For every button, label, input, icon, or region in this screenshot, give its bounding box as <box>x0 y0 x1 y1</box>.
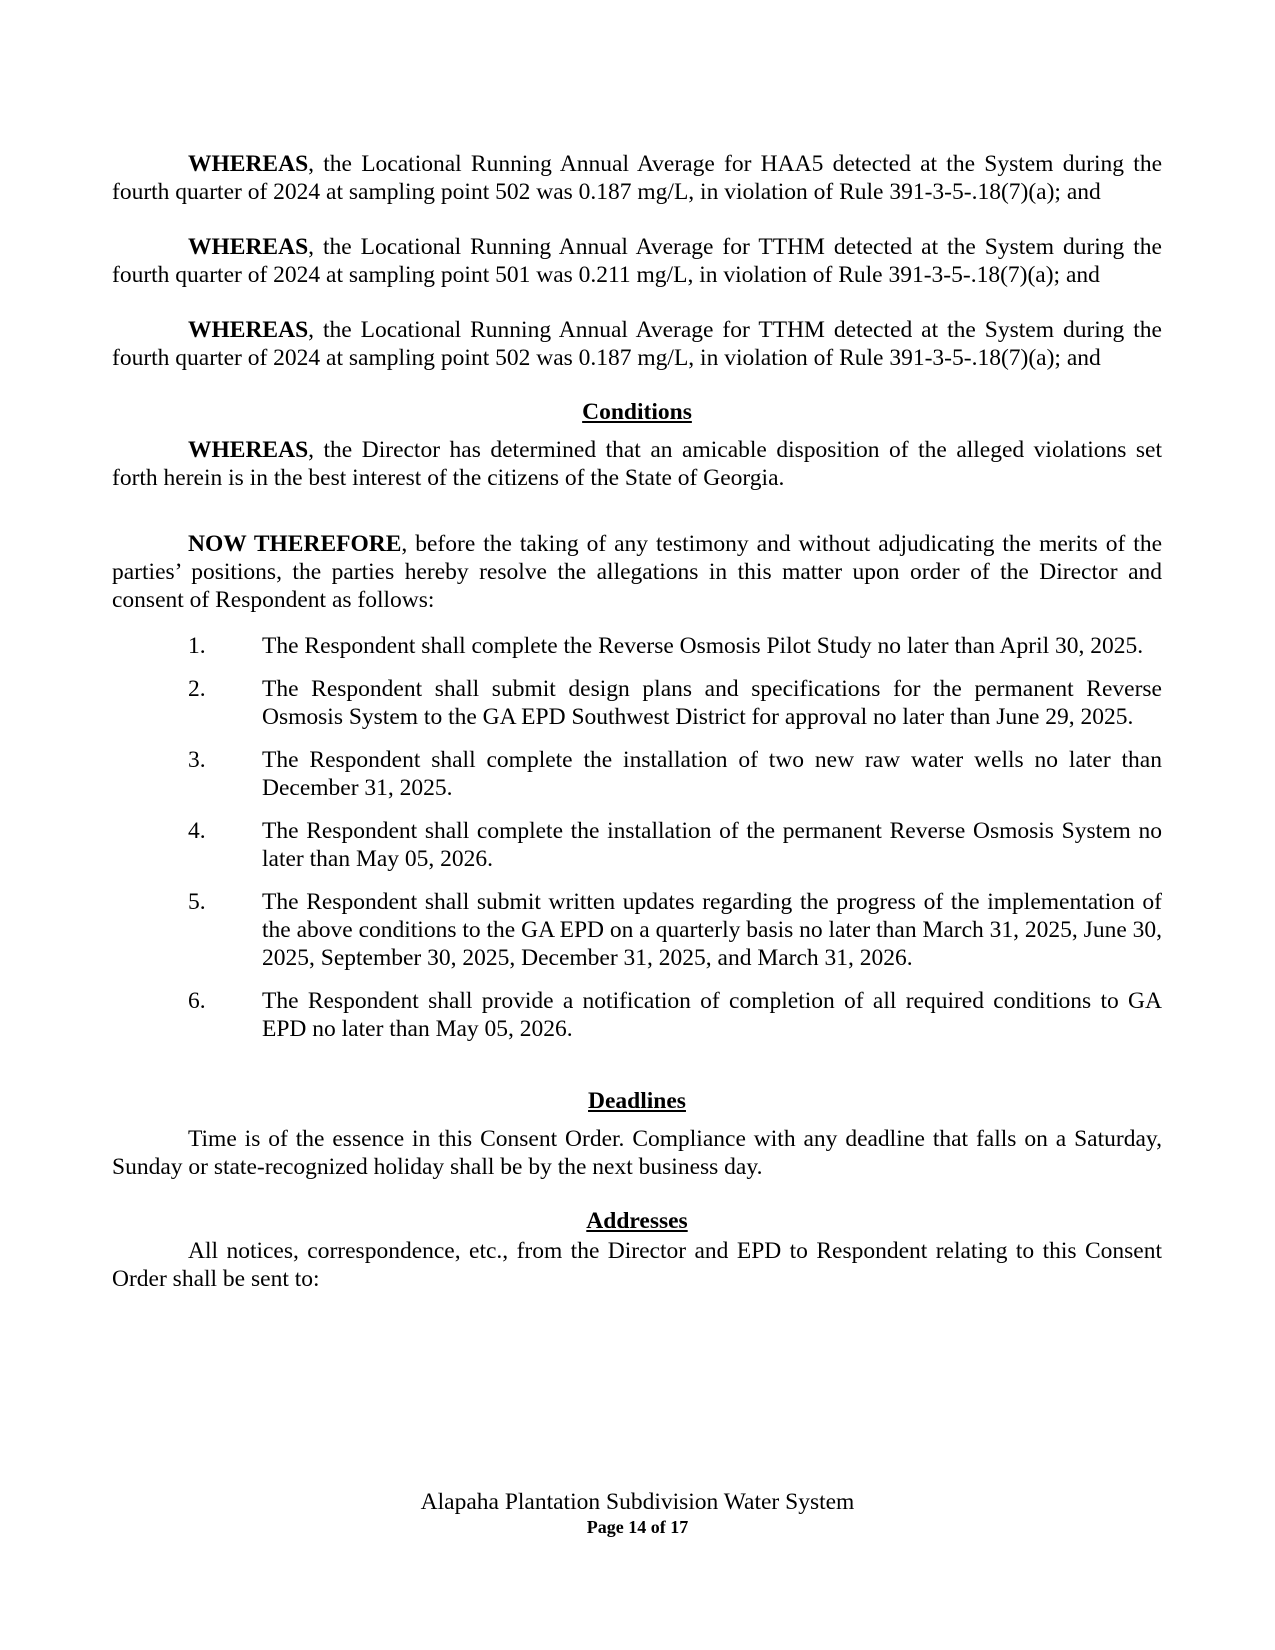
whereas-lead: WHEREAS <box>188 151 309 177</box>
footer-system-name: Alapaha Plantation Subdivision Water System <box>420 1489 855 1515</box>
condition-item <box>112 675 1162 731</box>
whereas-text: , the Locational Running Annual Average for TTHM detected at the System during the fourth quarter of 2024 at sampling point 502 was 0.187 mg/L, in violation of Rule 391-3-5-.18(7)(a); and <box>112 317 1162 371</box>
condition-number: 2. <box>188 676 206 702</box>
condition-text: The Respondent shall complete the installation of the permanent Reverse Osmosis System no later than May 05, 2026. <box>262 818 1162 872</box>
condition-text: The Respondent shall complete the installation of two new raw water wells no later than December 31, 2025. <box>262 747 1162 801</box>
addresses-paragraph: All notices, correspondence, etc., from the Director and EPD to Respondent relating to this Consent Order shall be sent to: <box>112 1238 1162 1292</box>
whereas-text: , the Locational Running Annual Average for TTHM detected at the System during the fourth quarter of 2024 at sampling point 501 was 0.211 mg/L, in violation of Rule 391-3-5-.18(7)(a); and <box>112 234 1162 288</box>
page-number: Page 14 of 17 <box>586 1517 689 1537</box>
condition-number: 1. <box>188 633 206 659</box>
now-therefore-text: , before the taking of any testimony and without adjudicating the merits of the parties’ positions, the parties hereby resolve the allegations in this matter upon order of the Director and consent of Respondent as follows: <box>112 531 1163 613</box>
condition-item <box>112 987 1162 1043</box>
document-body <box>112 150 1162 1293</box>
condition-number: 6. <box>188 988 206 1014</box>
condition-number: 5. <box>188 889 206 915</box>
now-therefore-lead: NOW THEREFORE <box>188 531 402 557</box>
conditions-heading: Conditions <box>582 399 692 425</box>
deadlines-paragraph: Time is of the essence in this Consent Order. Compliance with any deadline that falls on a Saturday, Sunday or state-recognized holiday shall be by the next business day. <box>112 1126 1162 1180</box>
whereas-text: , the Director has determined that an amicable disposition of the alleged violations set forth herein is in the best interest of the citizens of the State of Georgia. <box>112 437 1162 491</box>
director-whereas-paragraph <box>112 436 1162 492</box>
whereas-lead: WHEREAS <box>188 317 309 343</box>
whereas-lead: WHEREAS <box>188 437 309 463</box>
condition-item <box>112 817 1162 873</box>
whereas-lead: WHEREAS <box>188 234 309 260</box>
condition-item <box>112 888 1162 972</box>
now-therefore-paragraph <box>112 530 1162 614</box>
condition-text: The Respondent shall submit written updates regarding the progress of the implementation of the above conditions to the GA EPD on a quarterly basis no later than March 31, 2025, June 30, 2025, September 30, 2025, December 31, 2025, and March 31, 2026. <box>262 889 1162 971</box>
deadlines-heading: Deadlines <box>588 1088 686 1114</box>
addresses-heading: Addresses <box>586 1208 688 1234</box>
condition-number: 4. <box>188 818 206 844</box>
whereas-text: , the Locational Running Annual Average for HAA5 detected at the System during the fourth quarter of 2024 at sampling point 502 was 0.187 mg/L, in violation of Rule 391-3-5-.18(7)(a); and <box>112 151 1162 205</box>
condition-item <box>112 632 1162 660</box>
page-footer <box>0 1488 1275 1538</box>
condition-item <box>112 746 1162 802</box>
whereas-paragraph <box>112 150 1162 206</box>
condition-number: 3. <box>188 747 206 773</box>
whereas-paragraph <box>112 316 1162 372</box>
condition-text: The Respondent shall submit design plans and specifications for the permanent Reverse Osmosis System to the GA EPD Southwest District for approval no later than June 29, 2025. <box>262 676 1162 730</box>
condition-text: The Respondent shall complete the Reverse Osmosis Pilot Study no later than April 30, 2025. <box>262 633 1144 659</box>
conditions-list <box>112 632 1162 1043</box>
condition-text: The Respondent shall provide a notification of completion of all required conditions to GA EPD no later than May 05, 2026. <box>262 988 1162 1042</box>
whereas-paragraph <box>112 233 1162 289</box>
